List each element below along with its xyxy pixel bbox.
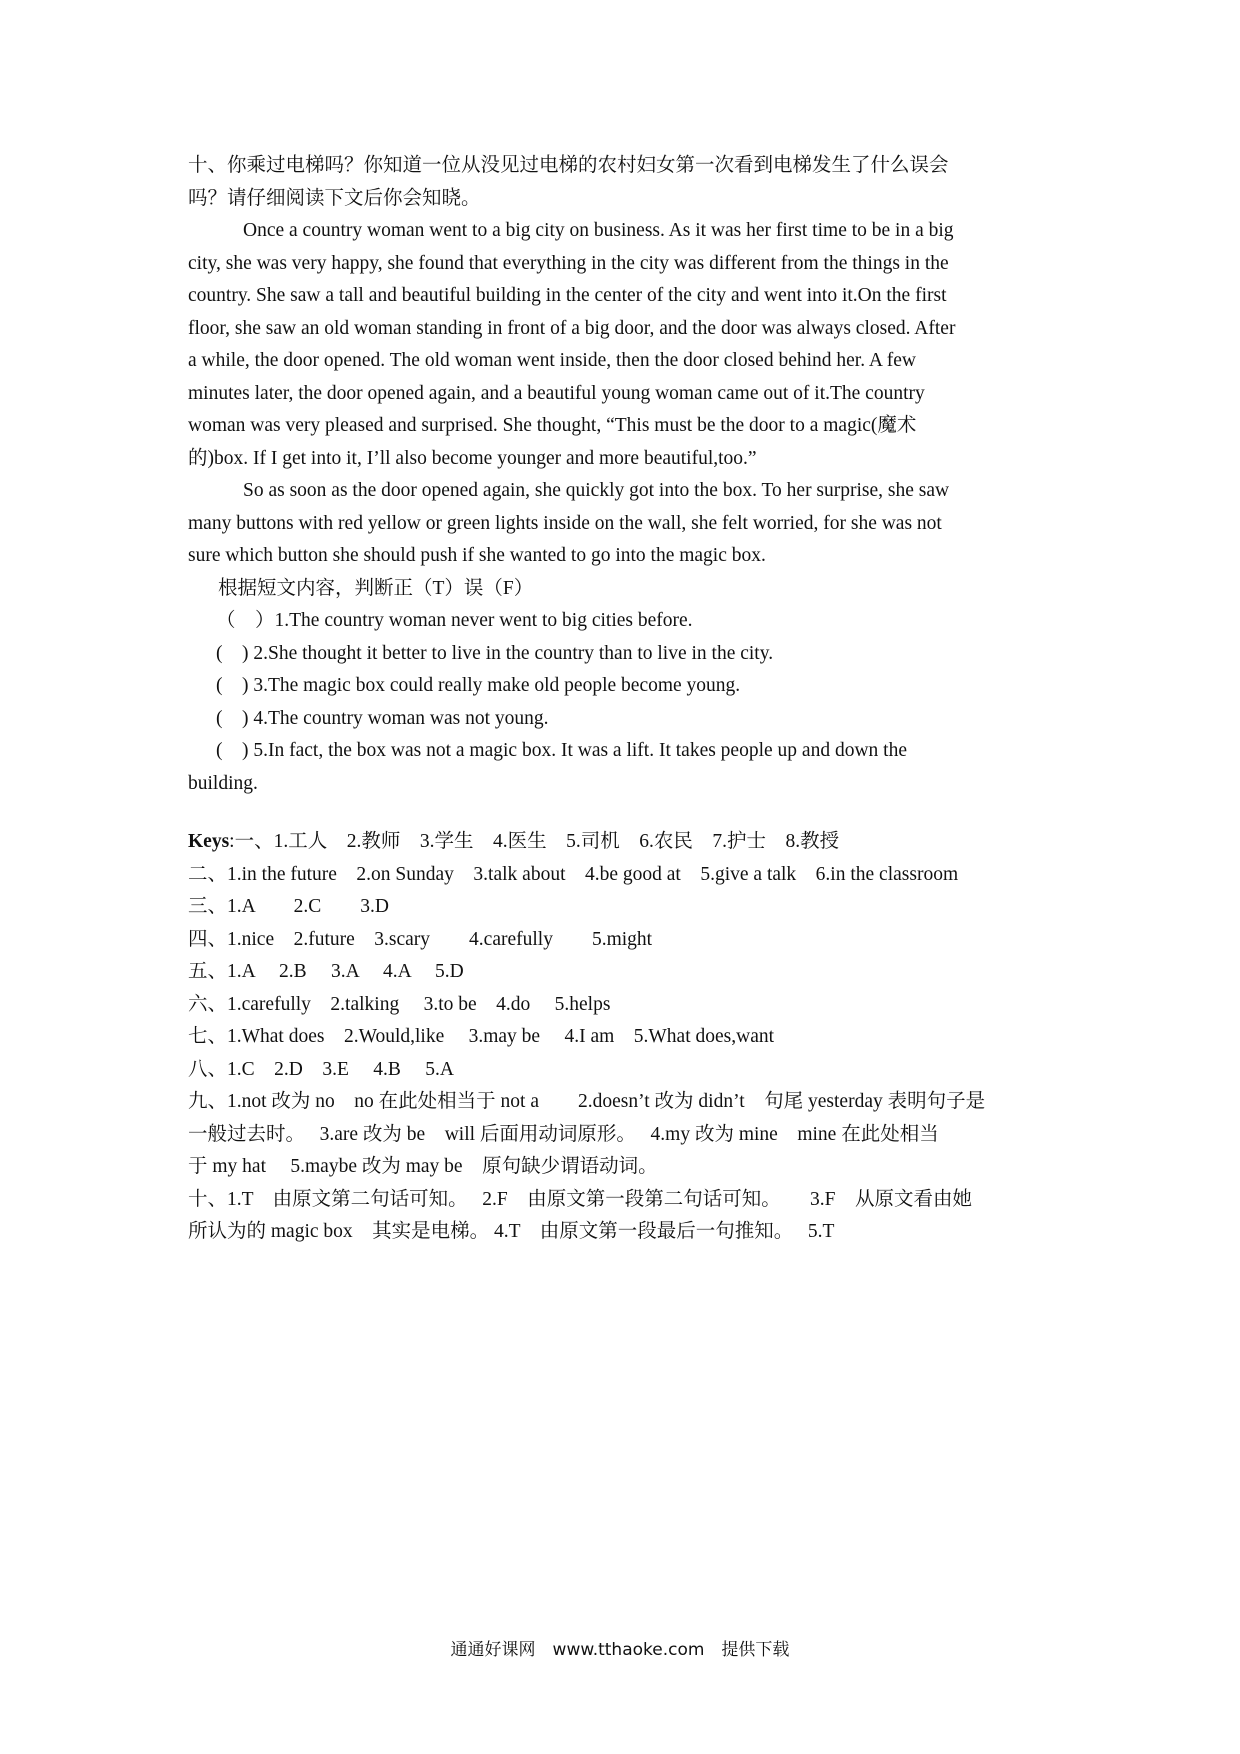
passage-line: a while, the door opened. The old woman went inside, then the door closed behind her. A few xyxy=(188,350,917,371)
question-item-3: ( ) 3.The magic box could really make old people become young. xyxy=(216,675,741,696)
passage-line: So as soon as the door opened again, she quickly got into the box. To her surprise, she saw xyxy=(243,480,950,501)
keys-line-7: 七、1.What does 2.Would,like 3.may be 4.I am 5.What does,want xyxy=(188,1026,775,1047)
passage-line: country. She saw a tall and beautiful building in the center of the city and went into it.On the first xyxy=(188,285,947,306)
keys-label: Keys xyxy=(188,831,230,852)
question-item-4: ( ) 4.The country woman was not young. xyxy=(216,707,549,729)
passage-paragraph-2 xyxy=(188,475,1058,573)
passage-line: city, she was very happy, she found that everything in the city was different from the things in the xyxy=(188,252,949,274)
section-gap xyxy=(188,800,1058,826)
keys-line-9: 九、1.not 改为 no no 在此处相当于 not a 2.doesn’t 改为 didn’t 句尾 yesterday 表明句子是 xyxy=(188,1091,986,1112)
keys-line-11: 于 my hat 5.maybe 改为 may be 原句缺少谓语动词。 xyxy=(188,1156,658,1177)
keys-line-2: 二、1.in the future 2.on Sunday 3.talk about 4.be good at 5.give a talk 6.in the classroom xyxy=(188,863,959,885)
keys-line-4: 四、1.nice 2.future 3.scary 4.carefully 5.might xyxy=(188,928,653,950)
passage-paragraph-1 xyxy=(188,215,1058,475)
true-false-questions xyxy=(188,605,1058,800)
question-item-5-continuation: building. xyxy=(188,772,258,794)
answer-keys xyxy=(188,826,1058,1249)
true-false-instruction: 根据短文内容，判断正（T）误（F） xyxy=(218,577,534,599)
passage-line: sure which button she should push if she wanted to go into the magic box. xyxy=(188,545,766,566)
passage-line: floor, she saw an old woman standing in front of a big door, and the door was always closed. After xyxy=(188,317,956,339)
passage-line: Once a country woman went to a big city on business. As it was her first time to be in a big xyxy=(243,220,954,241)
question-item-5: ( ) 5.In fact, the box was not a magic box. It was a lift. It takes people up and down the xyxy=(216,740,907,761)
keys-line-1 xyxy=(188,826,1058,859)
keys-line-10: 一般过去时。 3.are 改为 be will 后面用动词原形。 4.my 改为 mine mine 在此处相当 xyxy=(188,1123,939,1145)
passage-line: 的)box. If I get into it, I’ll also become younger and more beautiful,too.” xyxy=(188,447,757,469)
keys-line-5: 五、1.A 2.B 3.A 4.A 5.D xyxy=(188,961,464,982)
passage-line: many buttons with red yellow or green lights inside on the wall, she felt worried, for she was not xyxy=(188,512,942,534)
question-item-2: ( ) 2.She thought it better to live in the country than to live in the city. xyxy=(216,642,774,664)
passage-line: minutes later, the door opened again, and a beautiful young woman came out of it.The country xyxy=(188,382,925,404)
keys-line-8: 八、1.C 2.D 3.E 4.B 5.A xyxy=(188,1058,454,1080)
section10-intro-line-2: 吗？请仔细阅读下文后你会知晓。 xyxy=(188,187,481,209)
keys-line-13: 所认为的 magic box 其实是电梯。 4.T 由原文第一段最后一句推知。 5.T xyxy=(188,1221,835,1242)
document-content xyxy=(188,150,1058,1249)
passage-line: woman was very pleased and surprised. She thought, “This must be the door to a magic(魔术 xyxy=(188,415,917,436)
page-footer: 通通好课网 www.tthaoke.com 提供下载 xyxy=(450,1640,790,1660)
keys-line-6: 六、1.carefully 2.talking 3.to be 4.do 5.helps xyxy=(188,993,611,1015)
keys-line-12: 十、1.T 由原文第二句话可知。 2.F 由原文第一段第二句话可知。 3.F 从原文看由她 xyxy=(188,1188,972,1210)
section10-intro-line-1: 十、你乘过电梯吗？你知道一位从没见过电梯的农村妇女第一次看到电梯发生了什么误会 xyxy=(188,155,949,176)
question-item-1: （ ）1.The country woman never went to big cities before. xyxy=(216,610,693,631)
keys-line-3: 三、1.A 2.C 3.D xyxy=(188,896,389,917)
keys-answers-1: :一、1.工人 2.教师 3.学生 4.医生 5.司机 6.农民 7.护士 8.教授 xyxy=(229,831,840,852)
